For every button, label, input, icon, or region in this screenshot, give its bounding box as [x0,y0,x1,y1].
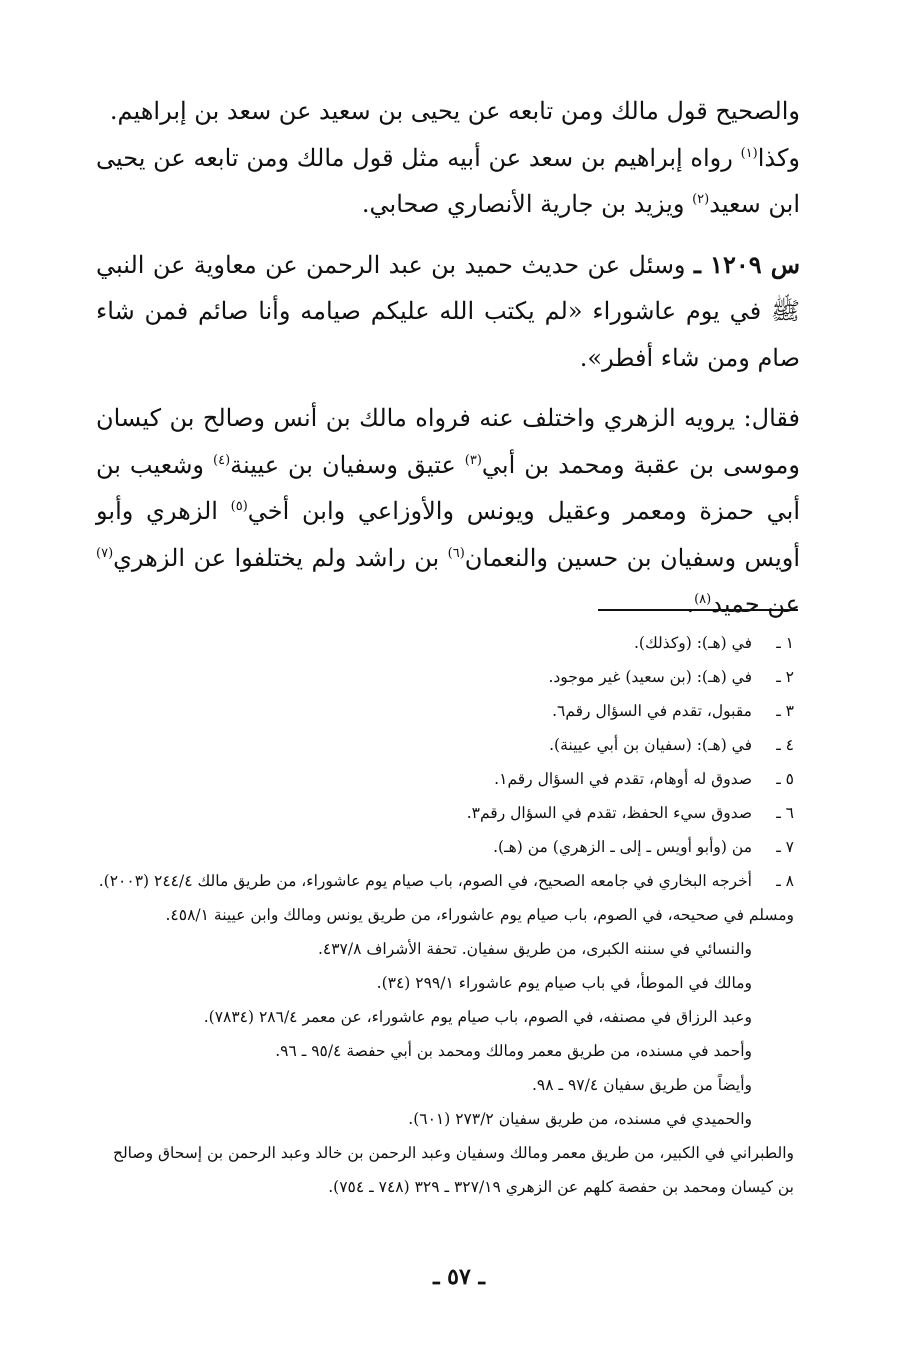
text-segment: وكذا [757,143,800,172]
page-number: ـ ٥٧ ـ [433,1264,485,1290]
footnote-ref-4[interactable]: (٤) [213,452,231,468]
text-segment: الزهري وأبو أويس وسفيان بن حسين والنعمان [96,497,801,572]
footnote-7 [96,830,794,864]
paragraph-answer [96,395,800,628]
text-segment: فقال: يرويه الزهري واختلف عنه فرواه مالك بن أنس وصالح بن كيسان وموسى بن عقبة ومحمد بن أبي [96,404,800,479]
footnote-ref-2[interactable]: (٢) [692,192,710,207]
footnote-text: مقبول، تقدم في السؤال رقم٦. [552,702,752,720]
footnote-3 [96,694,794,728]
footnote-number: ٣ ـ [776,702,794,720]
footnote-8-continuation: والحميدي في مسنده، من طريق سفيان ٢٧٣/٢ (٦٠١). [408,1110,752,1128]
text-segment: رواه إبراهيم بن سعد عن أبيه مثل قول مالك ومن تابعه عن يحيى ابن سعيد [96,143,800,218]
footnote-ref-7[interactable]: (٧) [96,545,114,561]
paragraph-conclusion [96,88,800,135]
footnote-8-continuation: وعبد الرزاق في مصنفه، في الصوم، باب صيام يوم عاشوراء، عن معمر ٢٨٦/٤ (٧٨٣٤). [203,1008,752,1026]
footnote-6 [96,796,794,830]
footnote-ref-3[interactable]: (٣) [464,452,482,468]
footnote-8-continuation: ومسلم في صحيحه، في الصوم، باب صيام يوم عاشوراء، من طريق يونس ومالك وابن عيينة ٤٥٨/١. [165,906,794,924]
footnote-ref-1[interactable]: (١) [740,145,758,161]
footnote-number: ١ ـ [776,634,794,652]
footnote-ref-6[interactable]: (٦) [447,545,465,561]
footnote-text: أخرجه البخاري في جامعه الصحيح، في الصوم، باب صيام يوم عاشوراء، من طريق مالك ٢٤٤/٤ (٢٠٠٣). [98,872,752,890]
footnote-text: في (هـ): (بن سعيد) غير موجود. [548,668,752,686]
main-text [96,88,800,628]
footnote-8-continuation: وأيضاً من طريق سفيان ٩٧/٤ ـ ٩٨. [531,1076,752,1094]
footnote-4 [96,728,794,762]
footnote-text: في (هـ): (وكذلك). [633,634,752,652]
footnote-ref-5[interactable]: (٥) [230,499,248,514]
footnote-number: ٨ ـ [776,872,794,890]
text-segment: وشعيب بن أبي حمزة ومعمر وعقيل ويونس والأوزاعي وابن أخي [96,450,800,525]
footnote-text: صدوق سيء الحفظ، تقدم في السؤال رقم٣. [466,804,752,822]
text-segment: عتيق وسفيان بن عيينة [230,450,465,479]
footnote-1 [96,626,794,660]
text-segment: ويزيد بن جارية الأنصاري صحابي. [361,190,693,218]
paragraph-question [96,242,800,382]
footnote-2 [96,660,794,694]
text-segment: . [686,590,695,618]
footnote-8-continuation: والنسائي في سننه الكبرى، من طريق سفيان. تحفة الأشراف ٤٣٧/٨. [317,940,752,958]
footnote-8-continuation: والطبراني في الكبير، من طريق معمر ومالك وسفيان وعبد الرحمن بن خالد وعبد الرحمن بن إسحاق وصالح بن كيسان ومحمد بن حفصة كلهم عن الزهري ٣٢٧/١٩ ـ ٣٢٩ (٧٤٨ ـ ٧٥٤). [112,1144,794,1196]
footnote-text: صدوق له أوهام، تقدم في السؤال رقم١. [494,770,752,788]
text-segment: بن راشد ولم يختلفوا عن الزهري [113,543,448,572]
footnote-number: ٦ ـ [776,804,794,822]
footnote-text: في (هـ): (سفيان بن أبي عيينة). [549,736,752,754]
question-number: س ١٢٠٩ ـ [693,249,801,279]
paragraph-narration [96,135,800,228]
footnote-8 [96,864,794,898]
footnote-text: من (وأبو أويس ـ إلى ـ الزهري) من (هـ). [493,838,752,856]
footnote-number: ٥ ـ [776,770,794,788]
footnote-5 [96,762,794,796]
footnote-8-continuation: وأحمد في مسنده، من طريق معمر ومالك ومحمد بن أبي حفصة ٩٥/٤ ـ ٩٦. [275,1042,752,1060]
question-text: وسئل عن حديث حميد بن عبد الرحمن عن معاوية عن النبي ﷺ في يوم عاشوراء «لم يكتب الله عليكم صيامه وأنا صائم فمن شاء صام ومن شاء أفطر». [96,250,800,372]
footnote-separator [598,609,798,611]
text-segment: عن حميد [711,590,800,618]
footnote-8-continuation: ومالك في الموطأ، في باب صيام يوم عاشوراء ٢٩٩/١ (٣٤). [376,974,752,992]
text-segment: والصحيح قول مالك ومن تابعه عن يحيى بن سعيد عن سعد بن إبراهيم. [109,97,800,125]
footnote-ref-8[interactable]: (٨) [694,592,712,607]
footnotes [96,626,794,1204]
footnote-number: ٢ ـ [776,668,794,686]
footnote-number: ٧ ـ [776,838,794,856]
footnote-number: ٤ ـ [776,736,794,754]
